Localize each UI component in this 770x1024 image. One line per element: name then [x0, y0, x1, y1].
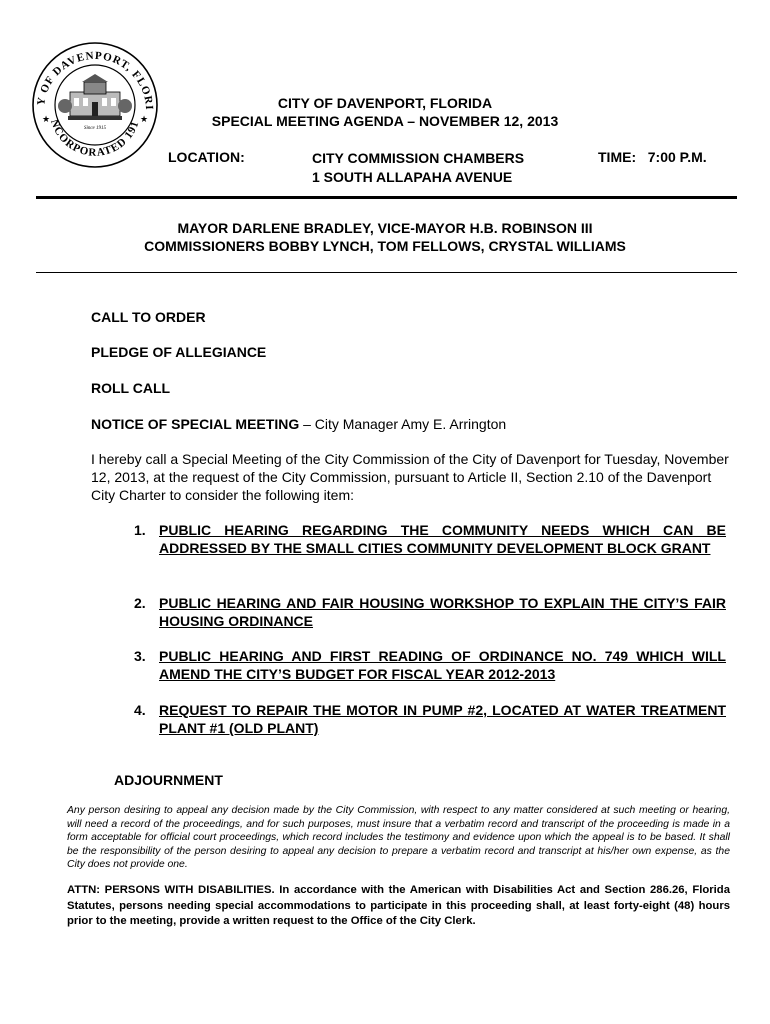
agenda-item	[134, 594, 726, 630]
agenda-item-text: REQUEST TO REPAIR THE MOTOR IN PUMP #2, LOCATED AT WATER TREATMENT PLANT #1 (OLD PLANT)	[159, 702, 726, 736]
seal-lower-text: NCORPORATED 191	[48, 117, 142, 159]
roll-call-heading: ROLL CALL	[91, 380, 171, 396]
agenda-item	[134, 701, 726, 737]
officials-line-1: MAYOR DARLENE BRADLEY, VICE-MAYOR H.B. ROBINSON III	[177, 220, 593, 236]
agenda-item-number: 3.	[134, 648, 146, 664]
agenda-item-number: 4.	[134, 702, 146, 718]
agenda-item-text: PUBLIC HEARING REGARDING THE COMMUNITY NEEDS WHICH CAN BE ADDRESSED BY THE SMALL CITIES COMMUNITY DEVELOPMENT BLOCK GRANT	[159, 522, 726, 556]
officials-line-2: COMMISSIONERS BOBBY LYNCH, TOM FELLOWS, CRYSTAL WILLIAMS	[144, 238, 626, 254]
notice-line	[91, 416, 506, 432]
notice-heading: NOTICE OF SPECIAL MEETING	[91, 416, 300, 432]
intro-paragraph: I hereby call a Special Meeting of the City Commission of the City of Davenport for Tuesday, November 12, 2013, at the request of the City Commission, pursuant to Article II, Section 2.10 of the Davenport City Charter to consider the following item:	[91, 451, 729, 503]
disability-notice: ATTN: PERSONS WITH DISABILITIES. In accordance with the American with Disabilities Act and Section 286.26, Florida Statutes, persons needing special accommodations to participate in this proceeding shall, at least forty-eight (48) hours prior to the meeting, provide a written request to the Office of the City Clerk.	[67, 884, 730, 927]
venue	[312, 149, 524, 187]
seal-star-right-icon: ★	[140, 114, 149, 124]
call-to-order-heading: CALL TO ORDER	[91, 309, 206, 325]
location-label: LOCATION:	[168, 149, 245, 165]
agenda-item-number: 1.	[134, 522, 146, 538]
agenda-item-text: PUBLIC HEARING AND FIRST READING OF ORDINANCE NO. 749 WHICH WILL AMEND THE CITY’S BUDGET FOR FISCAL YEAR 2012-2013	[159, 648, 726, 682]
adjournment-heading: ADJOURNMENT	[114, 772, 223, 788]
divider-thin	[36, 272, 737, 273]
meeting-time: TIME: 7:00 P.M.	[598, 149, 707, 165]
seal-ring-text: Y OF DAVENPORT, FLORI	[35, 49, 156, 111]
venue-line-1: CITY COMMISSION CHAMBERS	[312, 150, 525, 166]
agenda-item-number: 2.	[134, 595, 146, 611]
document-subtitle: SPECIAL MEETING AGENDA – NOVEMBER 12, 2013	[211, 113, 559, 129]
seal-caption: Since 1915	[83, 126, 107, 131]
agenda-item	[134, 521, 726, 557]
appeal-disclaimer: Any person desiring to appeal any decision made by the City Commission, with respect to any matter considered at such meeting or hearing, will need a record of the proceedings, and for such purposes, must insure that a verbatim record and transcript of the proceeding is made in a form acceptable for official court proceedings, which record includes the testimony and evidence upon which the appeal is to be based. It shall be the responsibility of the person desiring to appeal any decision to prepare a verbatim record and transcript at his/her own expense, as the City does not provide one.	[67, 805, 730, 870]
pledge-heading: PLEDGE OF ALLEGIANCE	[91, 344, 267, 360]
venue-line-2: 1 SOUTH ALLAPAHA AVENUE	[312, 169, 513, 185]
seal-star-left-icon: ★	[42, 114, 51, 124]
agenda-item-text: PUBLIC HEARING AND FAIR HOUSING WORKSHOP TO EXPLAIN THE CITY’S FAIR HOUSING ORDINANCE	[159, 595, 726, 629]
notice-by: – City Manager Amy E. Arrington	[299, 416, 507, 432]
agenda-item	[134, 647, 726, 683]
document-title: CITY OF DAVENPORT, FLORIDA	[277, 95, 493, 111]
divider-thick	[36, 196, 737, 199]
